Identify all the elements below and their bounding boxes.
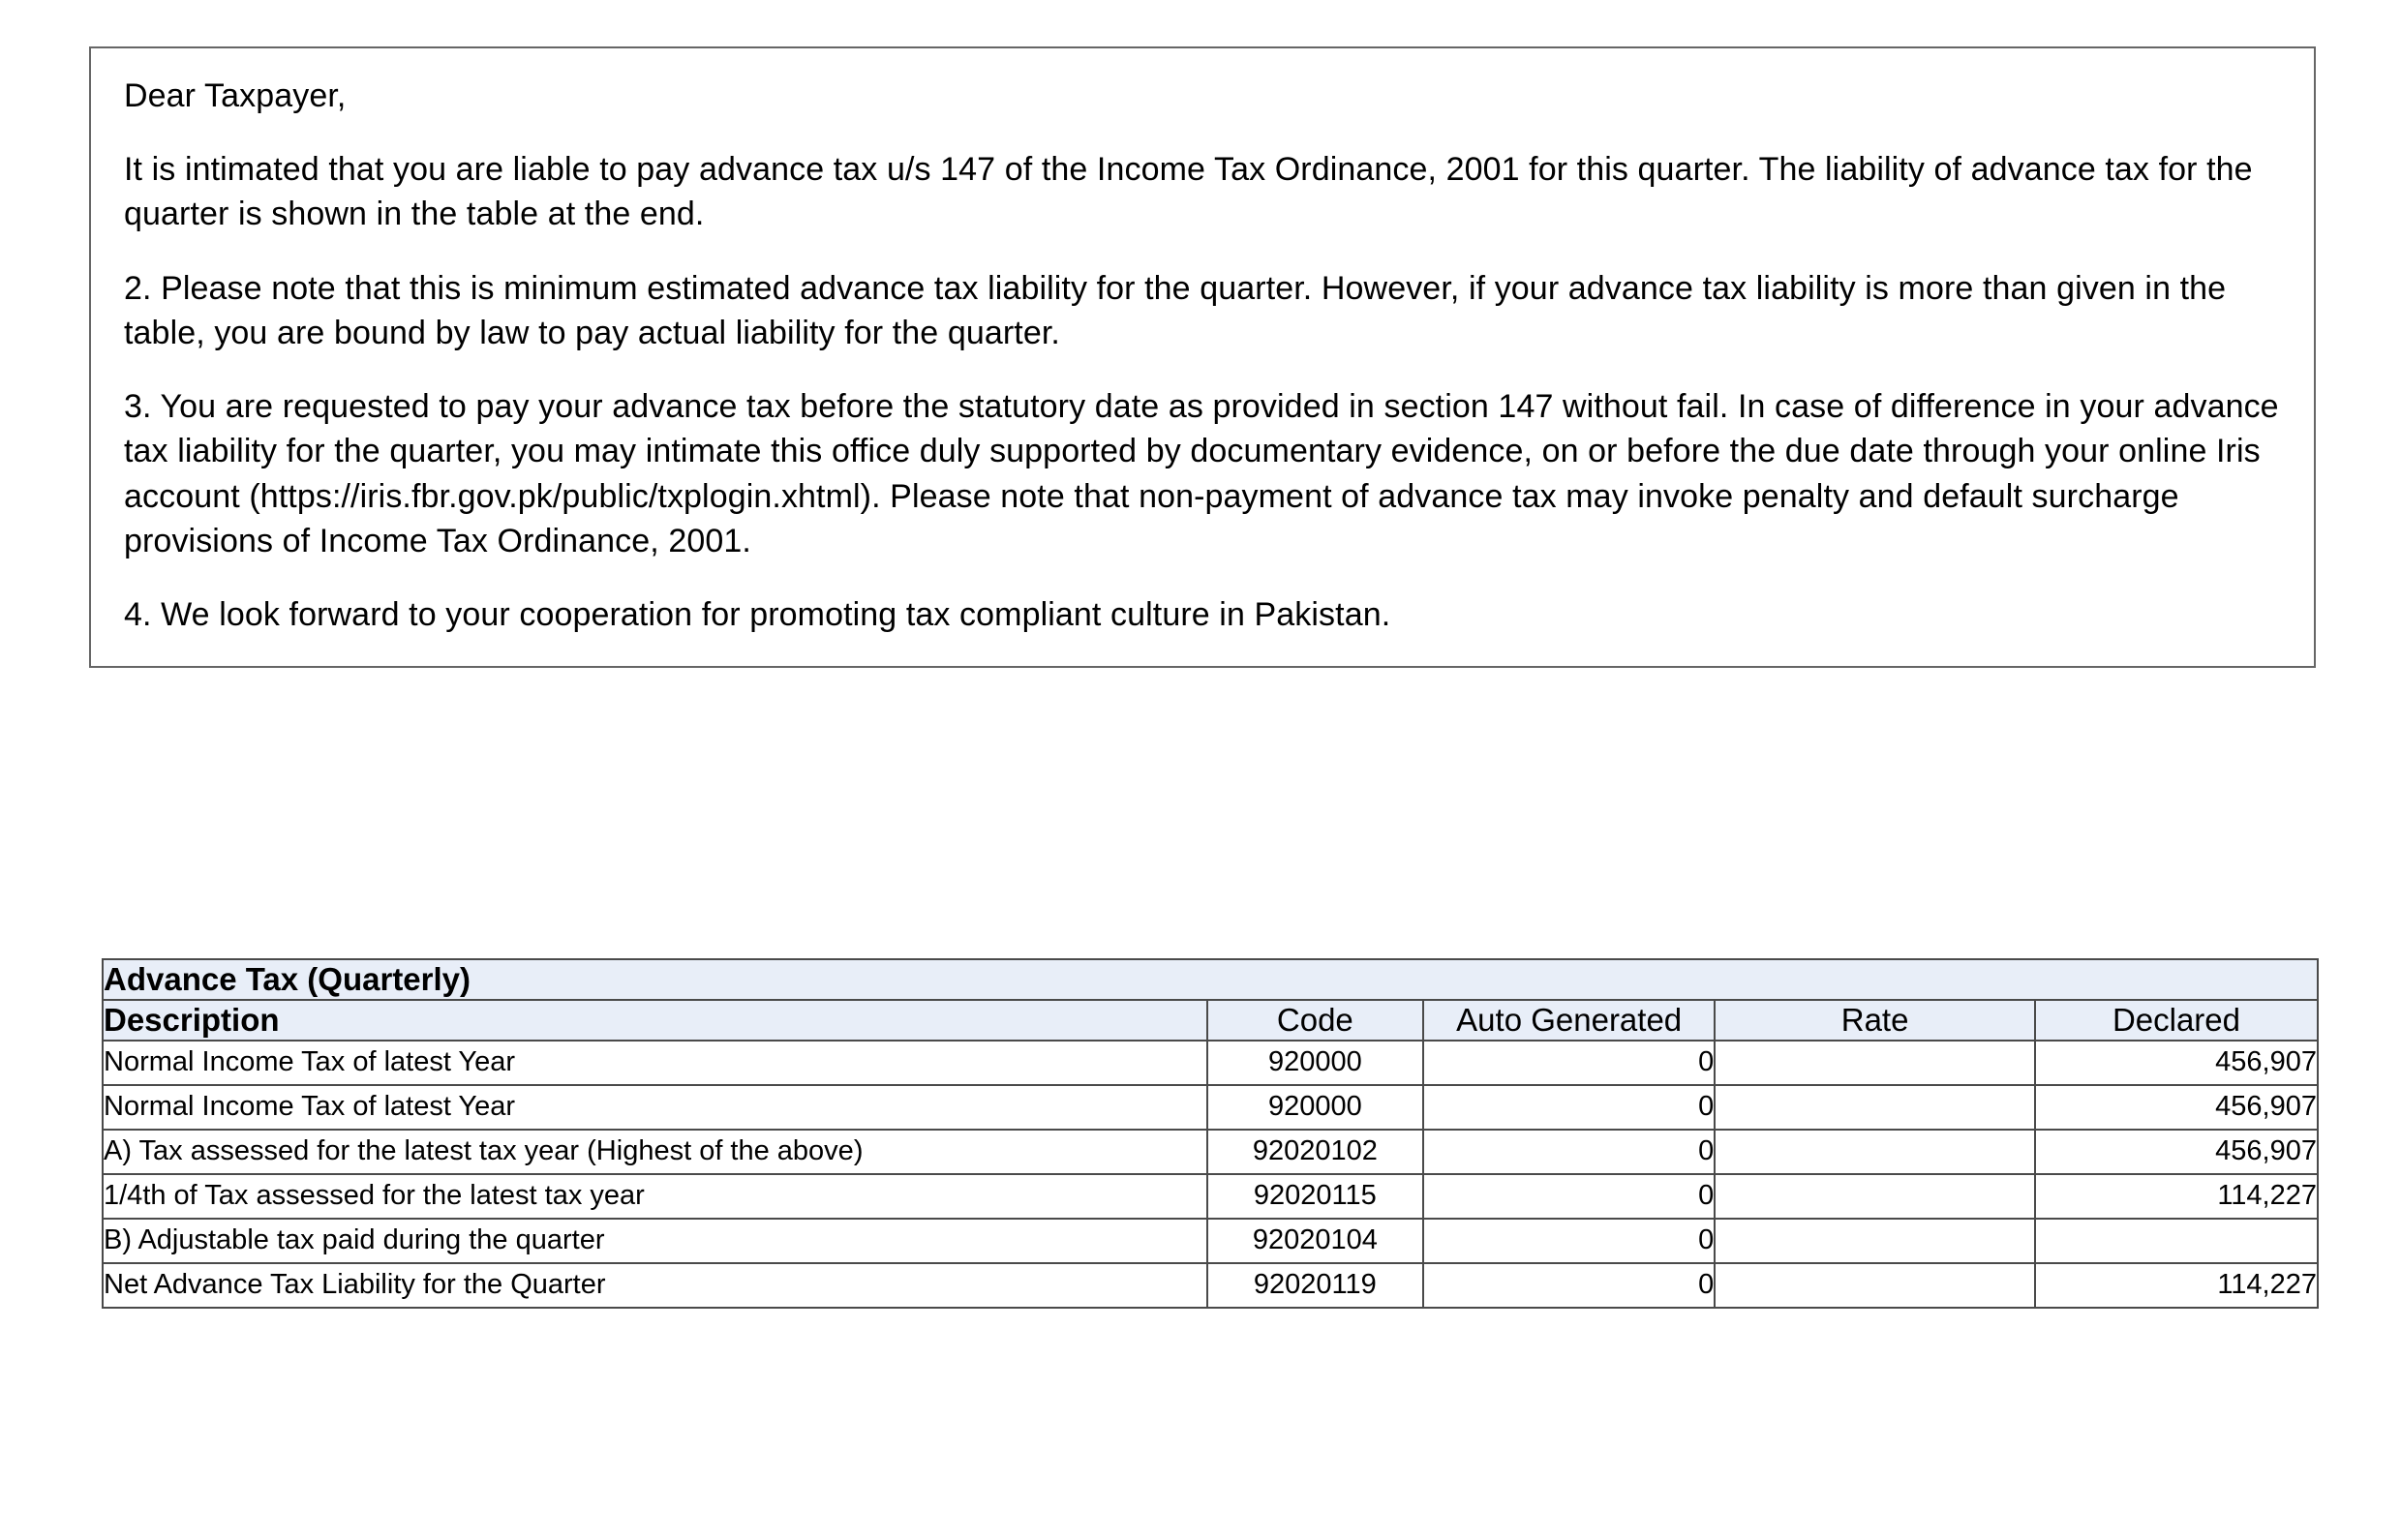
column-header-declared: Declared	[2035, 1000, 2318, 1041]
cell-code: 92020104	[1207, 1219, 1424, 1263]
advance-tax-table	[102, 958, 2319, 1309]
cell-description: A) Tax assessed for the latest tax year (Highest of the above)	[103, 1130, 1207, 1174]
column-header-description: Description	[103, 1000, 1207, 1041]
cell-rate	[1715, 1085, 2035, 1130]
notice-paragraph-4: 4. We look forward to your cooperation for promoting tax compliant culture in Pakistan.	[124, 596, 1391, 634]
cell-declared	[2035, 1219, 2318, 1263]
cell-declared: 114,227	[2035, 1263, 2318, 1308]
cell-code: 920000	[1207, 1085, 1424, 1130]
table-row	[103, 1041, 2318, 1085]
cell-auto-generated: 0	[1423, 1219, 1715, 1263]
table-row	[103, 1263, 2318, 1308]
cell-auto-generated: 0	[1423, 1130, 1715, 1174]
notice-letter	[89, 46, 2316, 668]
cell-rate	[1715, 1130, 2035, 1174]
cell-code: 92020119	[1207, 1263, 1424, 1308]
cell-auto-generated: 0	[1423, 1041, 1715, 1085]
table-row	[103, 1219, 2318, 1263]
cell-rate	[1715, 1263, 2035, 1308]
column-header-code: Code	[1207, 1000, 1424, 1041]
cell-code: 920000	[1207, 1041, 1424, 1085]
notice-paragraph-3: 3. You are requested to pay your advance tax before the statutory date as provided in section 147 without fail. In case of difference in your advance tax liability for the quarter, you may intimate this office duly supported by documentary evidence, on or before the due date through your online Iris account (https://iris.fbr.gov.pk/public/txplogin.xhtml). Please note that non-payment of advance tax may invoke penalty and default surcharge provisions of Income Tax Ordinance, 2001.	[124, 388, 2279, 559]
cell-rate	[1715, 1041, 2035, 1085]
cell-declared: 456,907	[2035, 1085, 2318, 1130]
notice-paragraph-1: It is intimated that you are liable to pay advance tax u/s 147 of the Income Tax Ordinance, 2001 for this quarter. The liability of advance tax for the quarter is shown in the table at the end.	[124, 151, 2253, 233]
column-header-rate: Rate	[1715, 1000, 2035, 1041]
notice-paragraph-salutation: Dear Taxpayer,	[124, 77, 347, 114]
notice-paragraph-2: 2. Please note that this is minimum estimated advance tax liability for the quarter. However, if your advance tax liability is more than given in the table, you are bound by law to pay actual liability for the quarter.	[124, 269, 2227, 351]
table-row	[103, 1130, 2318, 1174]
cell-declared: 114,227	[2035, 1174, 2318, 1219]
cell-description: 1/4th of Tax assessed for the latest tax year	[103, 1174, 1207, 1219]
cell-rate	[1715, 1174, 2035, 1219]
cell-description: Normal Income Tax of latest Year	[103, 1041, 1207, 1085]
table-title: Advance Tax (Quarterly)	[103, 959, 2318, 1000]
table-header-row	[103, 1000, 2318, 1041]
cell-code: 92020115	[1207, 1174, 1424, 1219]
column-header-auto-generated: Auto Generated	[1423, 1000, 1715, 1041]
cell-description: Net Advance Tax Liability for the Quarter	[103, 1263, 1207, 1308]
table-row	[103, 1085, 2318, 1130]
cell-declared: 456,907	[2035, 1041, 2318, 1085]
cell-description: B) Adjustable tax paid during the quarter	[103, 1219, 1207, 1263]
table-title-row	[103, 959, 2318, 1000]
table-row	[103, 1174, 2318, 1219]
cell-rate	[1715, 1219, 2035, 1263]
cell-code: 92020102	[1207, 1130, 1424, 1174]
cell-auto-generated: 0	[1423, 1263, 1715, 1308]
cell-description: Normal Income Tax of latest Year	[103, 1085, 1207, 1130]
cell-auto-generated: 0	[1423, 1174, 1715, 1219]
cell-declared: 456,907	[2035, 1130, 2318, 1174]
cell-auto-generated: 0	[1423, 1085, 1715, 1130]
